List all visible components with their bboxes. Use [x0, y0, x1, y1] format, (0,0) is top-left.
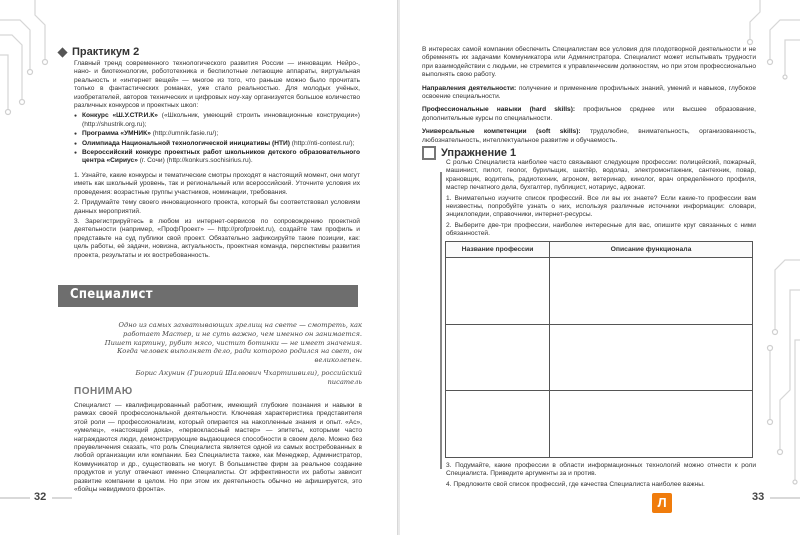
exercise-body — [446, 159, 756, 241]
epigraph — [100, 321, 362, 387]
table-cell[interactable] — [550, 324, 753, 391]
page-number-rule — [52, 497, 72, 499]
table-header-row — [446, 242, 753, 258]
exercise-heading — [422, 146, 516, 160]
practicum-intro: Главный тренд современного технологического развития России — инновации. Нейро-, нано- и биотехнологии, робототехника и беспилотные летающие аппараты, виртуальная реальность и «интернет вещей» — многое из того, что раньше можно было прочитать только в фантастических романах, уже стало реальностью. Для молодых учёных, изобретателей, авторов технических и цифровых ноу-хау организуется большое количество различных конкурсов и проектных школ: — [74, 60, 360, 110]
practicum-task-3: 3. Зарегистрируйтесь в любом из интернет-сервисов по сопровождению проектной деятельности (например, «ПрофПроект» — http://profproekt.ru), создайте там профиль и представьте на суд публики свой проект. Обязательно зафиксируйте такие позиции, как: цель работы, её задачи, новизна, актуальность, проектная команда, перспективы развития проекта, результаты и их востребованность. — [74, 217, 360, 259]
epigraph-author: Борис Акунин (Григорий Шалвович Чхартишвили), российский писатель — [135, 368, 362, 386]
contest-item: ● Всероссийский конкурс проектных работ школьников детского образовательного центра «Сириус» (г. Сочи) (http://konkurs.sochisirius.ru). — [74, 149, 360, 166]
professions-table — [445, 241, 753, 458]
circuit-decoration-left — [0, 0, 60, 120]
table-cell[interactable] — [446, 258, 550, 325]
practicum-heading — [58, 46, 139, 58]
epigraph-text: Одно из самых захватывающих зрелищ на свете — смотреть, как работает Мастер, и не суть важно, чем именно он занимается. Пишет картину, рубит мясо, чистит ботинки — не имеет значения. Когда человек выполняет дело, ради которого родился на свет, он великолепен. — [104, 321, 362, 365]
table-row — [446, 391, 753, 458]
specialist-continued — [422, 46, 756, 147]
left-page — [0, 0, 398, 535]
soft-skills-paragraph: Универсальные компетенции (soft skills): трудолюбие, внимательность, организованность, любознательность, интеллектуальное развитие и обучаемость. — [422, 128, 756, 144]
heading-bullet-icon — [57, 47, 67, 57]
column-header: Название профессии — [446, 242, 550, 258]
exercise-task-3: 3. Подумайте, какие профессии в области информационных технологий можно отнести к роли Специалиста. Приведите аргументы за и против. — [446, 462, 756, 478]
publisher-watermark-logo — [652, 493, 672, 513]
exercise-side-rule — [440, 172, 442, 469]
watermark-letter: Л — [657, 495, 667, 510]
table-cell[interactable] — [446, 391, 550, 458]
definition-text: Специалист — квалифицированный работник, имеющий глубокие познания и навыки в рамках своей профессиональной деятельности. Ключевая характеристика представителя этой роли — профессионализм, который опирается на накопленные знания и опыт. «Ас», «умелец», «настоящий дока», «первоклассный мастер» — эпитеты, которыми часто награждаются люди, демонстрирующие выдающиеся способности в своем деле. Можно без преувеличения сказать, что роль Специалиста является одной из самых востребованных в любой организации или компании. Без Специалиста также, как Менеджер, Администратор, Коммуникатор и др., существовать не могут. В большинстве фирм за реальное создание продуктов и услуг отвечают именно Специалисты. От эффективности их работы зависит развитие компании в целом. Но при этом их деятельность обычно не афишируется, это «бойцы невидимого фронта». — [74, 402, 362, 494]
exercise-title: Упражнение 1 — [441, 147, 517, 159]
table-row — [446, 324, 753, 391]
column-header: Описание функционала — [550, 242, 753, 258]
table-cell[interactable] — [446, 324, 550, 391]
section-banner-title: Специалист — [70, 287, 153, 302]
hard-skills-paragraph: Профессиональные навыки (hard skills): профильное среднее или высшее образование, дополнительные курсы по специальности. — [422, 106, 757, 122]
practicum-title: Практикум 2 — [72, 46, 140, 58]
practicum-task-2: 2. Придумайте тему своего инновационного проекта, который бы соответствовал условиям данных мероприятий. — [74, 199, 360, 215]
contest-list — [74, 112, 360, 165]
ponimayu-heading: ПОНИМАЮ — [74, 386, 133, 397]
intro-paragraph: В интересах самой компании обеспечить Специалистам все условия для плодотворной деятельности и не обременять их задачами Коммуникатора или Администратора. Специалист может испытывать трудности при взаимодействии с людьми, не стремится к управленческим должностям, но при этом профессионально выполнять свою работу. — [422, 46, 756, 79]
exercise-task-1: 1. Внимательно изучите список профессий. Все ли вы их знаете? Если какие-то профессии вам неизвестны, попробуйте узнать о них, используя различные источники информации: словари, энциклопедии, справочники, интернет-ресурсы. — [446, 194, 756, 219]
exercise-tail — [446, 462, 756, 491]
practicum-body — [74, 60, 360, 262]
exercise-task-2: 2. Выберите две-три профессии, наиболее интересные для вас, опишите круг связанных с ними обязанностей. — [446, 221, 756, 238]
table-row — [446, 258, 753, 325]
contest-item: ● Олимпиада Национальной технологической инициативы (НТИ) (http://nti-contest.ru/); — [74, 140, 360, 148]
section-banner — [58, 285, 358, 307]
contest-item: ● Конкурс «Ш.У.СТР.И.К» («Школьник, умеющий строить инновационные конструкции») (http://shustrik.org.ru); — [74, 112, 360, 129]
page-number: 32 — [34, 491, 47, 503]
practicum-task-1: 1. Узнайте, какие конкурсы и тематические смотры проходят в настоящий момент, они могут иметь как школьный уровень, так и региональный или всероссийский. Уточните условия их проведения: возрастные группы участников, номинации, требования. — [74, 171, 360, 196]
exercise-intro: С ролью Специалиста наиболее часто связывают следующие профессии: полицейский, пожарный, машинист, пилот, геолог, бурильщик, шахтёр, водолаз, электромонтажник, сантехник, повар, крановщик, водитель, радиотехник, агроном, ветеринар, кинолог, врач определённого профиля, мастер печатного дела, бухгалтер, публицист, нотариус, адвокат. — [446, 159, 756, 192]
page-number-rule — [770, 497, 800, 499]
exercise-task-4: 4. Предложите свой список профессий, где качества Специалиста наиболее важны. — [446, 480, 705, 488]
table-cell[interactable] — [550, 258, 753, 325]
directions-paragraph: Направления деятельности: получение и применение профильных знаний, умений и навыков, глубокое освоение специальности. — [422, 84, 756, 101]
circuit-decoration-right-side — [750, 250, 800, 490]
page-number: 33 — [752, 491, 765, 503]
exercise-icon — [422, 146, 436, 160]
contest-item: ● Программа «УМНИК» (http://umnik.fasie.ru/); — [74, 130, 360, 138]
page-number-rule — [0, 497, 30, 499]
table-cell[interactable] — [550, 391, 753, 458]
